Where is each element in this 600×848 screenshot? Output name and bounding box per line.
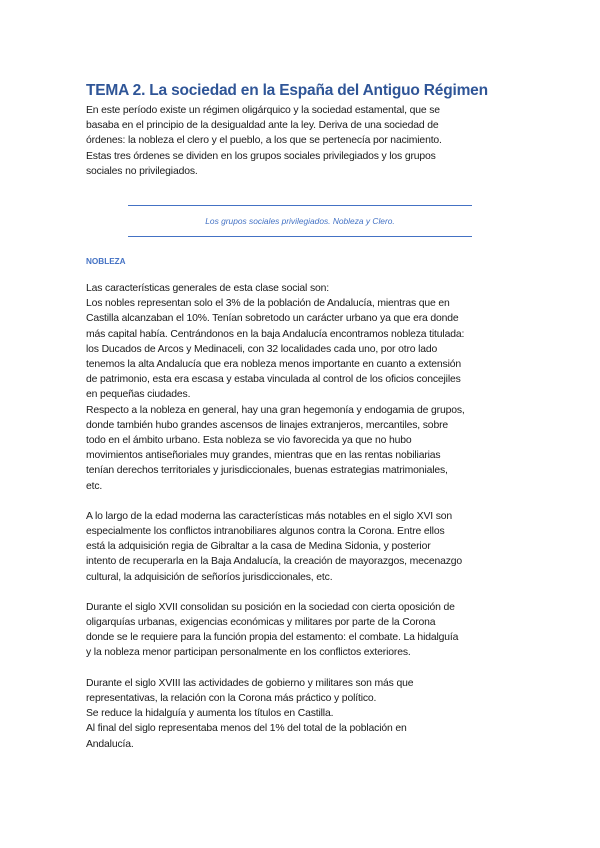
intro-line: Estas tres órdenes se dividen en los grupos sociales privilegiados y los grupos [86,150,436,162]
intro-line: En este período existe un régimen oligárquico y la sociedad estamental, que se [86,105,440,116]
text-line: todo en el ámbito urbano. Esta nobleza se vio favorecida ya que no hubo [86,435,412,447]
paragraph-characteristics [86,281,518,494]
intro-line: basaba en el principio de la desigualdad ante la ley. Deriva de una sociedad de [86,120,439,132]
intro-paragraph [86,103,518,179]
text-line: Los nobles representan solo el 3% de la población de Andalucía, mientras que en [86,298,450,310]
text-line: Se reduce la hidalguía y aumenta los títulos en Castilla. [86,708,334,720]
text-line: más capital había. Centrándonos en la baja Andalucía encontramos nobleza titulada: [86,328,465,340]
text-line: especialmente los conflictos intranobiliares algunos contra la Corona. Entre ellos [86,526,445,538]
text-line: Andalucía. [86,738,134,750]
intro-line: órdenes: la nobleza el clero y el pueblo, a los que se pertenecía por nacimiento. [86,135,442,147]
text-line: representativas, la relación con la Corona más práctico y político. [86,692,377,704]
text-line: Respecto a la nobleza en general, hay una gran hegemonía y endogamia de grupos, [86,404,465,416]
text-line: Durante el siglo XVII consolidan su posición en la sociedad con cierta oposición de [86,601,455,613]
text-line: donde se le requiere para la función propia del estamento: el combate. La hidalguía [86,632,459,644]
document-title: TEMA 2. La sociedad en la España del Antiguo Régimen [86,82,488,99]
paragraph-siglo-xvii [86,600,518,661]
text-line: A lo largo de la edad moderna las características más notables en el siglo XVI son [86,510,453,522]
paragraph-siglo-xvi [86,509,518,585]
text-line: etc. [86,480,103,492]
text-line: Durante el siglo XVIII las actividades de gobierno y militares son más que [86,677,414,689]
text-line: Las características generales de esta clase social son: [86,283,329,295]
text-line: de patrimonio, esta era escasa y estaba vinculada al control de los oficios concejiles [86,374,461,386]
paragraph-siglo-xviii [86,676,518,752]
intense-quote: Los grupos sociales privilegiados. Nobleza y Clero. [128,205,472,237]
text-line: movimientos antiseñoriales muy grandes, mientras que en las rentas nobiliarias [86,450,441,462]
text-line: tenemos la alta Andalucía que era nobleza menos importante en cuanto a extensión [86,359,462,371]
text-line: donde también hubo grandes ascensos de linajes extranjeros, mercantiles, sobre [86,419,449,431]
text-line: Al final del siglo representaba menos del 1% del total de la población en [86,723,407,735]
section-heading-nobleza: NOBLEZA [86,257,126,267]
text-line: en pequeñas ciudades. [86,389,191,401]
text-line: oligarquías urbanas, exigencias económicas y militares por parte de la Corona [86,617,436,629]
intro-line: sociales no privilegiados. [86,165,198,177]
text-line: tenían derechos territoriales y jurisdiccionales, buenas estrategias matrimoniales, [86,465,448,477]
text-line: y la nobleza menor participan personalmente en los conflictos exteriores. [86,647,411,659]
document-page [86,82,518,752]
text-line: está la adquisición regia de Gibraltar a la casa de Medina Sidonia, y posterior [86,541,431,553]
text-line: los Ducados de Arcos y Medinaceli, con 32 localidades cada uno, por otro lado [86,343,438,355]
text-line: intento de recuperarla en la Baja Andalucía, la creación de mayorazgos, mecenazgo [86,556,463,568]
text-line: Castilla alcanzaban el 10%. Tenían sobretodo un carácter urbano ya que era donde [86,313,459,325]
text-line: cultural, la adquisición de señoríos jurisdiccionales, etc. [86,571,333,583]
